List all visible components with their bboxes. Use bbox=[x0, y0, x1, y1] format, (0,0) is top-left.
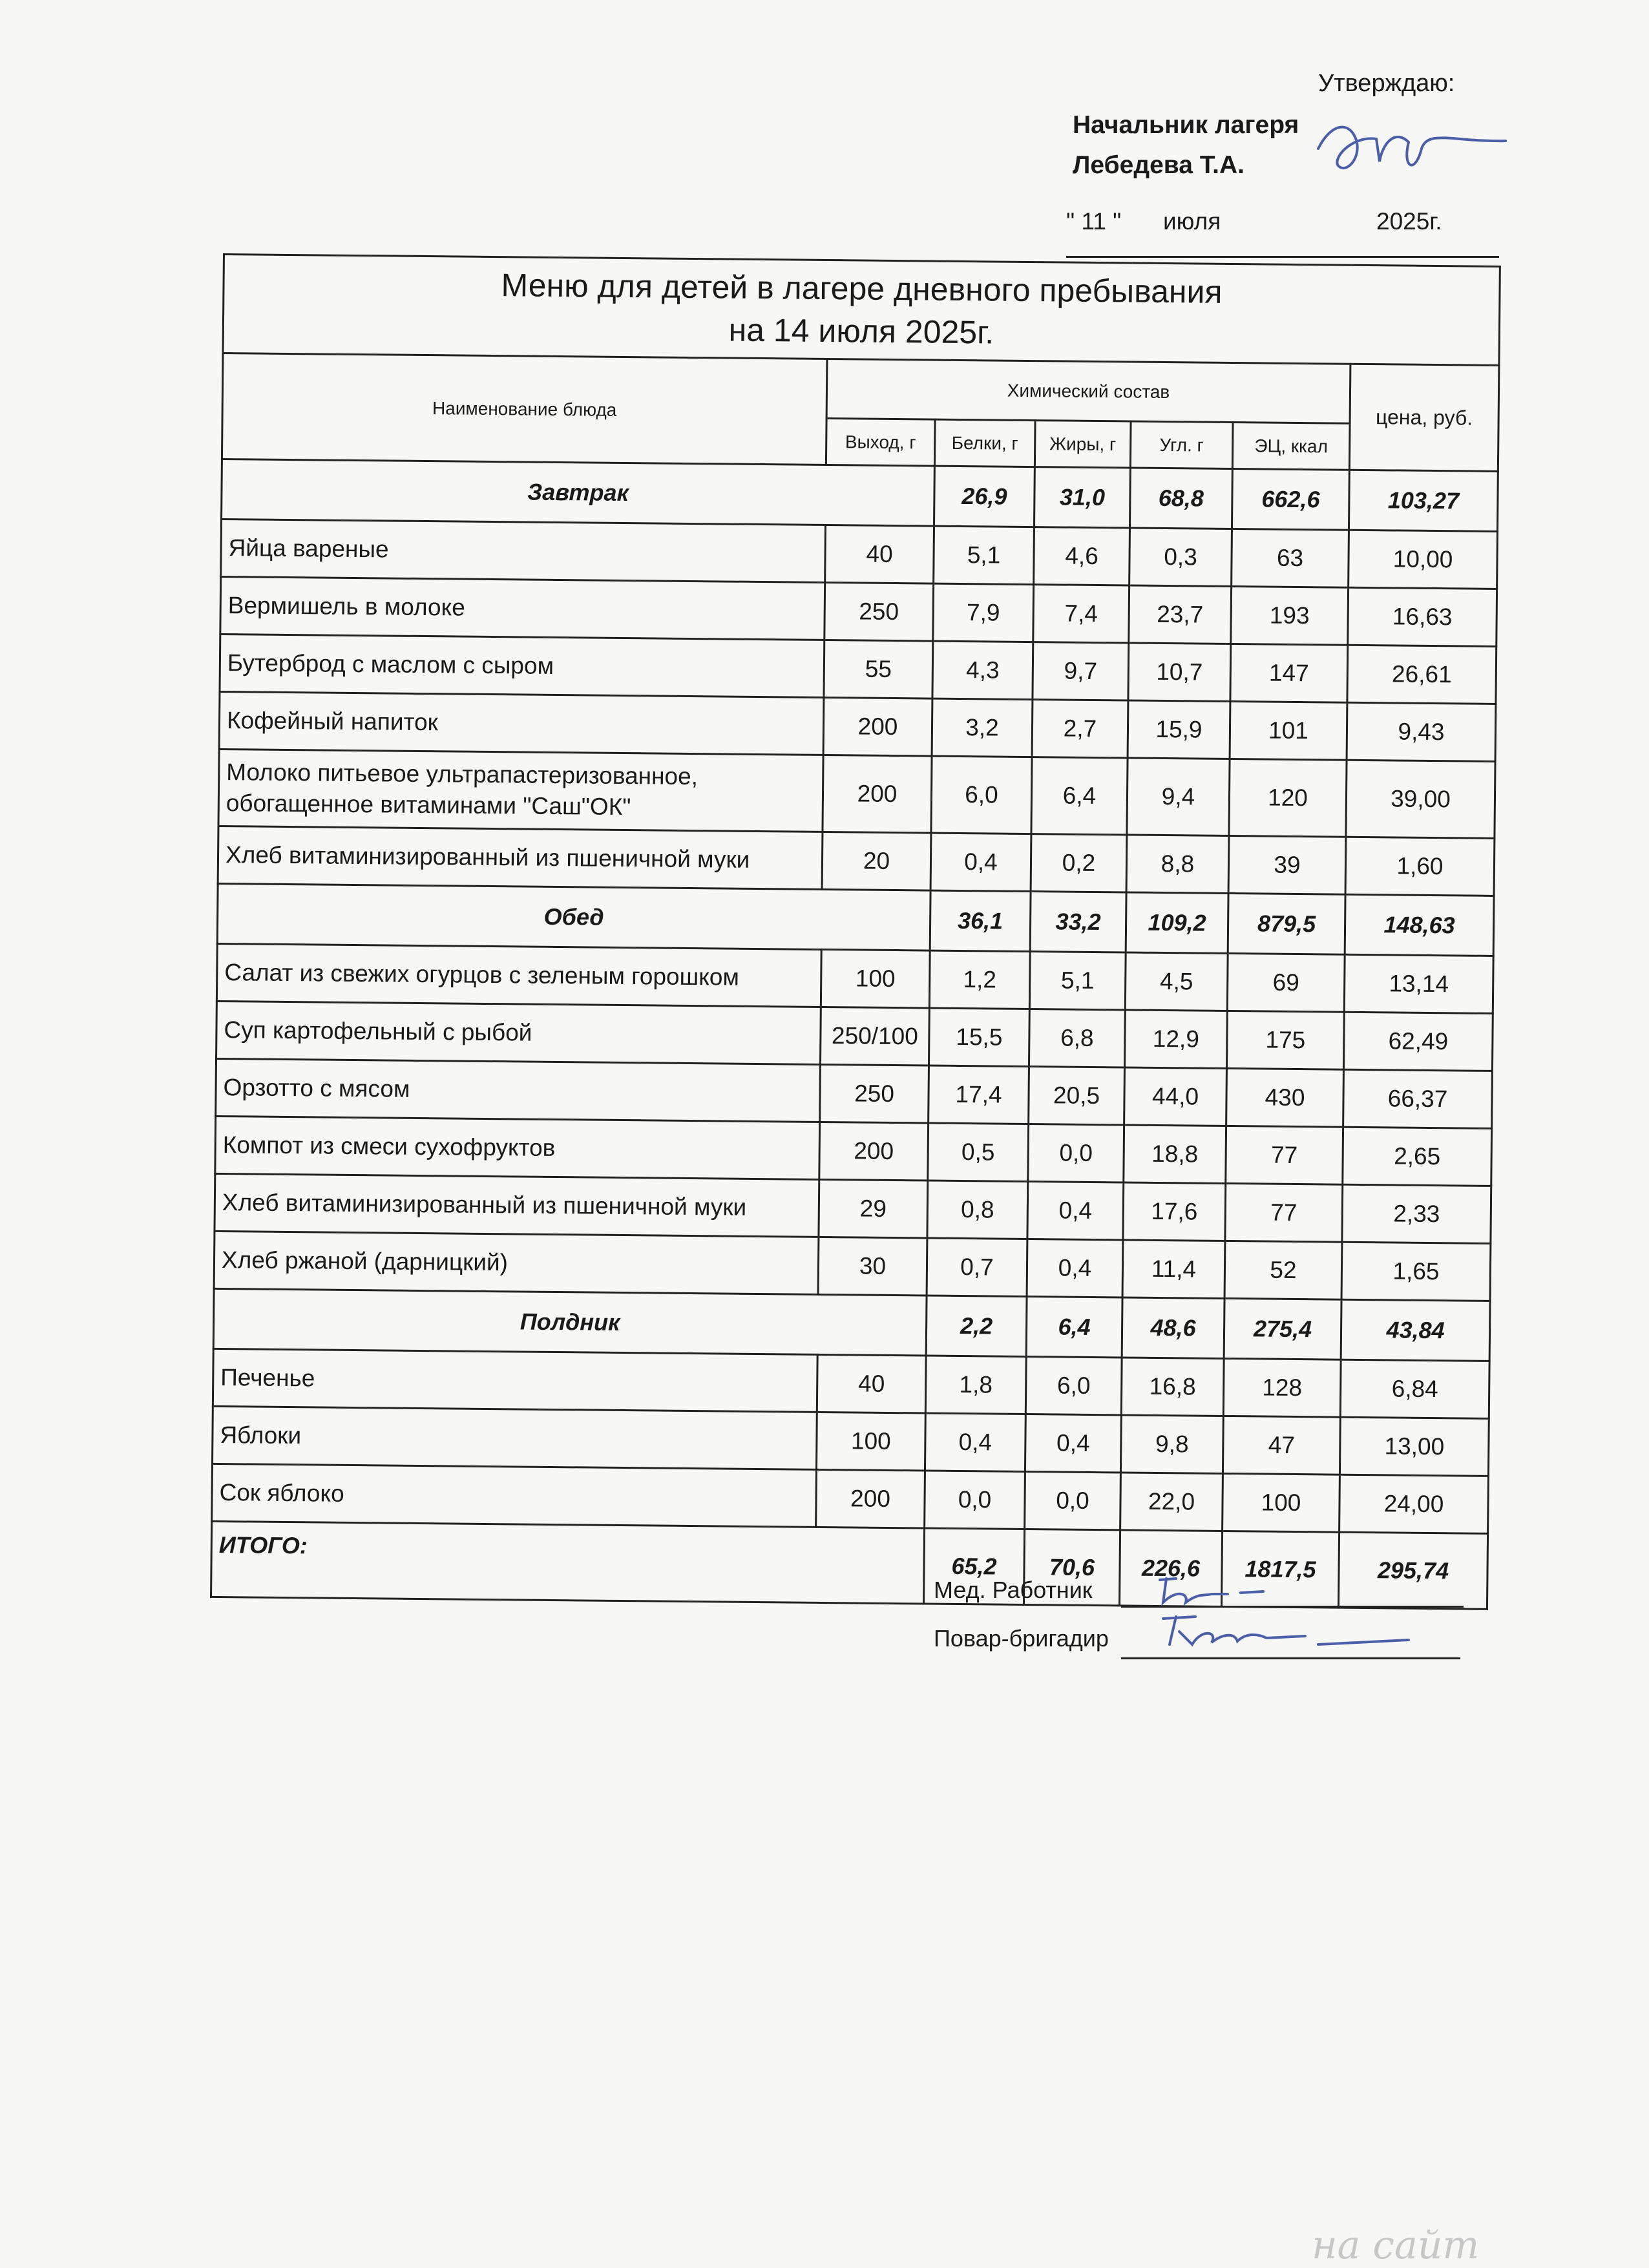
dish-energy: 69 bbox=[1227, 953, 1345, 1012]
dish-fat: 6,4 bbox=[1031, 757, 1128, 835]
dish-carbs: 12,9 bbox=[1124, 1010, 1227, 1069]
dish-yield: 30 bbox=[818, 1237, 927, 1296]
header-energy: ЭЦ, ккал bbox=[1232, 423, 1350, 470]
director-signature bbox=[1305, 103, 1512, 194]
section-total-cell: 148,63 bbox=[1345, 894, 1494, 956]
dish-yield: 55 bbox=[824, 640, 933, 698]
corner-handwritten-note: на сайт bbox=[1312, 2223, 1480, 2268]
dish-carbs: 44,0 bbox=[1124, 1067, 1227, 1126]
dish-fat: 0,0 bbox=[1025, 1472, 1121, 1530]
section-name: Полдник bbox=[213, 1288, 927, 1356]
dish-name: Салат из свежих огурцов с зеленым горошком bbox=[216, 943, 821, 1007]
dish-name: Вермишель в молоке bbox=[220, 576, 825, 640]
dish-price: 2,33 bbox=[1342, 1184, 1491, 1243]
dish-fat: 6,0 bbox=[1025, 1357, 1122, 1415]
dish-protein: 0,8 bbox=[927, 1181, 1028, 1239]
dish-carbs: 15,9 bbox=[1128, 700, 1230, 759]
dish-carbs: 9,8 bbox=[1120, 1415, 1223, 1474]
section-total-cell: 33,2 bbox=[1030, 892, 1126, 952]
dish-yield: 100 bbox=[816, 1412, 925, 1471]
approval-date-month: июля bbox=[1163, 208, 1221, 235]
dish-protein: 0,4 bbox=[930, 833, 1031, 891]
header-dish-name: Наименование блюда bbox=[222, 353, 827, 465]
total-label: ИТОГО: bbox=[211, 1521, 925, 1604]
dish-carbs: 18,8 bbox=[1124, 1125, 1226, 1184]
approval-date-day: " 11 " bbox=[1066, 208, 1122, 235]
dish-carbs: 4,5 bbox=[1125, 952, 1228, 1011]
dish-energy: 430 bbox=[1226, 1068, 1344, 1127]
dish-price: 66,37 bbox=[1343, 1069, 1493, 1128]
dish-price: 9,43 bbox=[1347, 702, 1496, 761]
dish-name: Печенье bbox=[213, 1349, 817, 1412]
dish-yield: 250 bbox=[820, 1064, 929, 1123]
dish-price: 26,61 bbox=[1347, 645, 1497, 704]
dish-protein: 17,4 bbox=[929, 1066, 1029, 1124]
dish-carbs: 9,4 bbox=[1127, 758, 1230, 836]
dish-price: 62,49 bbox=[1343, 1012, 1493, 1071]
dish-yield: 40 bbox=[817, 1354, 926, 1413]
dish-fat: 0,4 bbox=[1027, 1182, 1124, 1240]
dish-energy: 101 bbox=[1230, 701, 1347, 760]
dish-price: 1,65 bbox=[1341, 1242, 1491, 1301]
section-total-cell: 48,6 bbox=[1122, 1297, 1224, 1359]
dish-energy: 63 bbox=[1232, 529, 1349, 588]
med-worker-label: Мед. Работник bbox=[934, 1577, 1093, 1603]
dish-price: 2,65 bbox=[1343, 1127, 1492, 1186]
dish-fat: 4,6 bbox=[1034, 527, 1130, 585]
dish-energy: 120 bbox=[1229, 759, 1347, 837]
menu-table-wrapper bbox=[210, 253, 1499, 1610]
dish-energy: 47 bbox=[1223, 1416, 1340, 1475]
section-total-cell: 6,4 bbox=[1026, 1297, 1122, 1358]
dish-carbs: 16,8 bbox=[1121, 1358, 1224, 1416]
section-name: Завтрак bbox=[222, 459, 935, 526]
dish-protein: 0,0 bbox=[925, 1471, 1025, 1529]
total-value: 1817,5 bbox=[1221, 1531, 1339, 1608]
header-chemical-composition: Химический состав bbox=[826, 359, 1350, 423]
dish-fat: 0,4 bbox=[1025, 1414, 1121, 1473]
dish-fat: 9,7 bbox=[1033, 642, 1129, 700]
approval-date-year: 2025г. bbox=[1376, 208, 1442, 235]
dish-protein: 0,4 bbox=[925, 1413, 1025, 1471]
dish-protein: 1,2 bbox=[929, 950, 1030, 1009]
dish-price: 10,00 bbox=[1349, 530, 1498, 589]
dish-protein: 7,9 bbox=[933, 583, 1034, 642]
dish-fat: 5,1 bbox=[1029, 952, 1126, 1010]
dish-protein: 3,2 bbox=[932, 698, 1033, 757]
dish-carbs: 11,4 bbox=[1122, 1240, 1225, 1299]
header-price: цена, руб. bbox=[1349, 364, 1499, 471]
approval-date bbox=[1066, 204, 1499, 258]
dish-yield: 200 bbox=[823, 755, 932, 833]
dish-energy: 175 bbox=[1226, 1011, 1344, 1069]
dish-name: Яйца вареные bbox=[221, 519, 826, 582]
cook-label: Повар-бригадир bbox=[934, 1625, 1109, 1652]
dish-protein: 1,8 bbox=[925, 1356, 1026, 1414]
section-total-cell: 879,5 bbox=[1228, 893, 1345, 954]
dish-fat: 2,7 bbox=[1032, 700, 1128, 758]
dish-price: 13,14 bbox=[1344, 954, 1493, 1013]
header-protein: Белки, г bbox=[934, 419, 1035, 467]
dish-protein: 15,5 bbox=[929, 1008, 1029, 1066]
dish-fat: 0,4 bbox=[1027, 1239, 1123, 1297]
med-worker-signature bbox=[1150, 1567, 1279, 1612]
dish-price: 13,00 bbox=[1339, 1417, 1489, 1476]
header-yield: Выход, г bbox=[826, 418, 935, 466]
approval-label: Утверждаю: bbox=[1318, 70, 1455, 97]
dish-yield: 29 bbox=[819, 1179, 928, 1238]
dish-yield: 200 bbox=[823, 697, 932, 756]
dish-energy: 39 bbox=[1228, 835, 1346, 894]
dish-name: Суп картофельный с рыбой bbox=[216, 1001, 821, 1064]
total-value: 295,74 bbox=[1338, 1532, 1487, 1609]
section-name: Обед bbox=[217, 883, 930, 950]
dish-energy: 77 bbox=[1225, 1183, 1343, 1242]
dish-carbs: 22,0 bbox=[1120, 1473, 1223, 1531]
dish-carbs: 17,6 bbox=[1123, 1182, 1226, 1241]
dish-fat: 0,2 bbox=[1031, 834, 1127, 892]
total-value: 70,6 bbox=[1024, 1529, 1120, 1605]
section-total-cell: 43,84 bbox=[1341, 1299, 1490, 1361]
section-total-cell: 109,2 bbox=[1126, 892, 1228, 954]
dish-price: 39,00 bbox=[1346, 760, 1495, 838]
dish-price: 1,60 bbox=[1345, 837, 1495, 896]
dish-name: Молоко питьевое ультрапастеризованное, обогащенное витаминами "Саш"ОК" bbox=[218, 749, 823, 832]
dish-name: Сок яблоко bbox=[212, 1464, 817, 1527]
dish-protein: 4,3 bbox=[932, 641, 1033, 699]
dish-energy: 77 bbox=[1226, 1126, 1343, 1184]
dish-row bbox=[218, 749, 1495, 838]
dish-fat: 20,5 bbox=[1029, 1067, 1125, 1125]
dish-carbs: 10,7 bbox=[1128, 643, 1231, 702]
dish-yield: 250/100 bbox=[820, 1007, 929, 1066]
dish-name: Компот из смеси сухофруктов bbox=[215, 1116, 820, 1179]
dish-protein: 0,5 bbox=[928, 1123, 1029, 1181]
header-fat: Жиры, г bbox=[1035, 421, 1131, 468]
dish-energy: 52 bbox=[1224, 1241, 1342, 1299]
dish-fat: 7,4 bbox=[1033, 585, 1129, 643]
dish-yield: 40 bbox=[825, 525, 934, 583]
dish-yield: 250 bbox=[824, 582, 934, 641]
dish-name: Хлеб ржаной (дарницкий) bbox=[214, 1231, 819, 1294]
dish-name: Хлеб витаминизированный из пшеничной муки bbox=[215, 1173, 819, 1237]
dish-protein: 6,0 bbox=[931, 756, 1032, 834]
dish-yield: 20 bbox=[822, 832, 931, 890]
dish-fat: 0,0 bbox=[1028, 1124, 1124, 1182]
dish-energy: 128 bbox=[1223, 1358, 1341, 1417]
section-total-cell: 2,2 bbox=[926, 1296, 1027, 1356]
total-row bbox=[211, 1521, 1488, 1609]
section-total-cell: 68,8 bbox=[1129, 468, 1232, 529]
dish-fat: 6,8 bbox=[1029, 1009, 1125, 1067]
dish-protein: 5,1 bbox=[934, 526, 1035, 584]
section-total-cell: 26,9 bbox=[934, 466, 1035, 527]
approval-name: Лебедева Т.А. bbox=[1073, 151, 1245, 179]
dish-price: 16,63 bbox=[1348, 587, 1497, 646]
dish-energy: 147 bbox=[1230, 644, 1348, 703]
dish-yield: 100 bbox=[821, 949, 930, 1008]
total-value: 226,6 bbox=[1119, 1530, 1222, 1607]
dish-yield: 200 bbox=[819, 1122, 929, 1181]
dish-price: 24,00 bbox=[1339, 1475, 1489, 1533]
approval-position: Начальник лагеря bbox=[1073, 111, 1299, 139]
dish-carbs: 0,3 bbox=[1129, 528, 1232, 587]
menu-title-line1: Меню для детей в лагере дневного пребывания bbox=[501, 267, 1223, 310]
total-value: 65,2 bbox=[923, 1528, 1024, 1604]
menu-title bbox=[223, 255, 1500, 366]
section-total-cell: 103,27 bbox=[1349, 470, 1498, 531]
dish-name: Орзотто с мясом bbox=[216, 1058, 821, 1122]
section-total-cell: 275,4 bbox=[1224, 1298, 1341, 1360]
dish-name: Яблоки bbox=[213, 1406, 817, 1469]
dish-energy: 100 bbox=[1223, 1473, 1340, 1532]
dish-yield: 200 bbox=[816, 1469, 925, 1528]
menu-table bbox=[210, 253, 1501, 1610]
cook-signature bbox=[1157, 1609, 1415, 1661]
dish-price: 6,84 bbox=[1340, 1360, 1489, 1418]
header-carbs: Угл. г bbox=[1130, 421, 1233, 469]
section-total-cell: 36,1 bbox=[930, 890, 1031, 951]
section-total-cell: 662,6 bbox=[1232, 469, 1349, 530]
section-total-cell: 31,0 bbox=[1034, 467, 1130, 528]
dish-protein: 0,7 bbox=[927, 1238, 1027, 1296]
dish-carbs: 23,7 bbox=[1129, 585, 1232, 644]
dish-name: Хлеб витаминизированный из пшеничной муки bbox=[218, 826, 823, 889]
dish-name: Кофейный напиток bbox=[219, 691, 824, 755]
dish-name: Бутерброд с маслом с сыром bbox=[220, 634, 824, 697]
dish-carbs: 8,8 bbox=[1126, 835, 1229, 894]
dish-energy: 193 bbox=[1231, 587, 1349, 646]
menu-title-line2: на 14 июля 2025г. bbox=[728, 311, 994, 351]
